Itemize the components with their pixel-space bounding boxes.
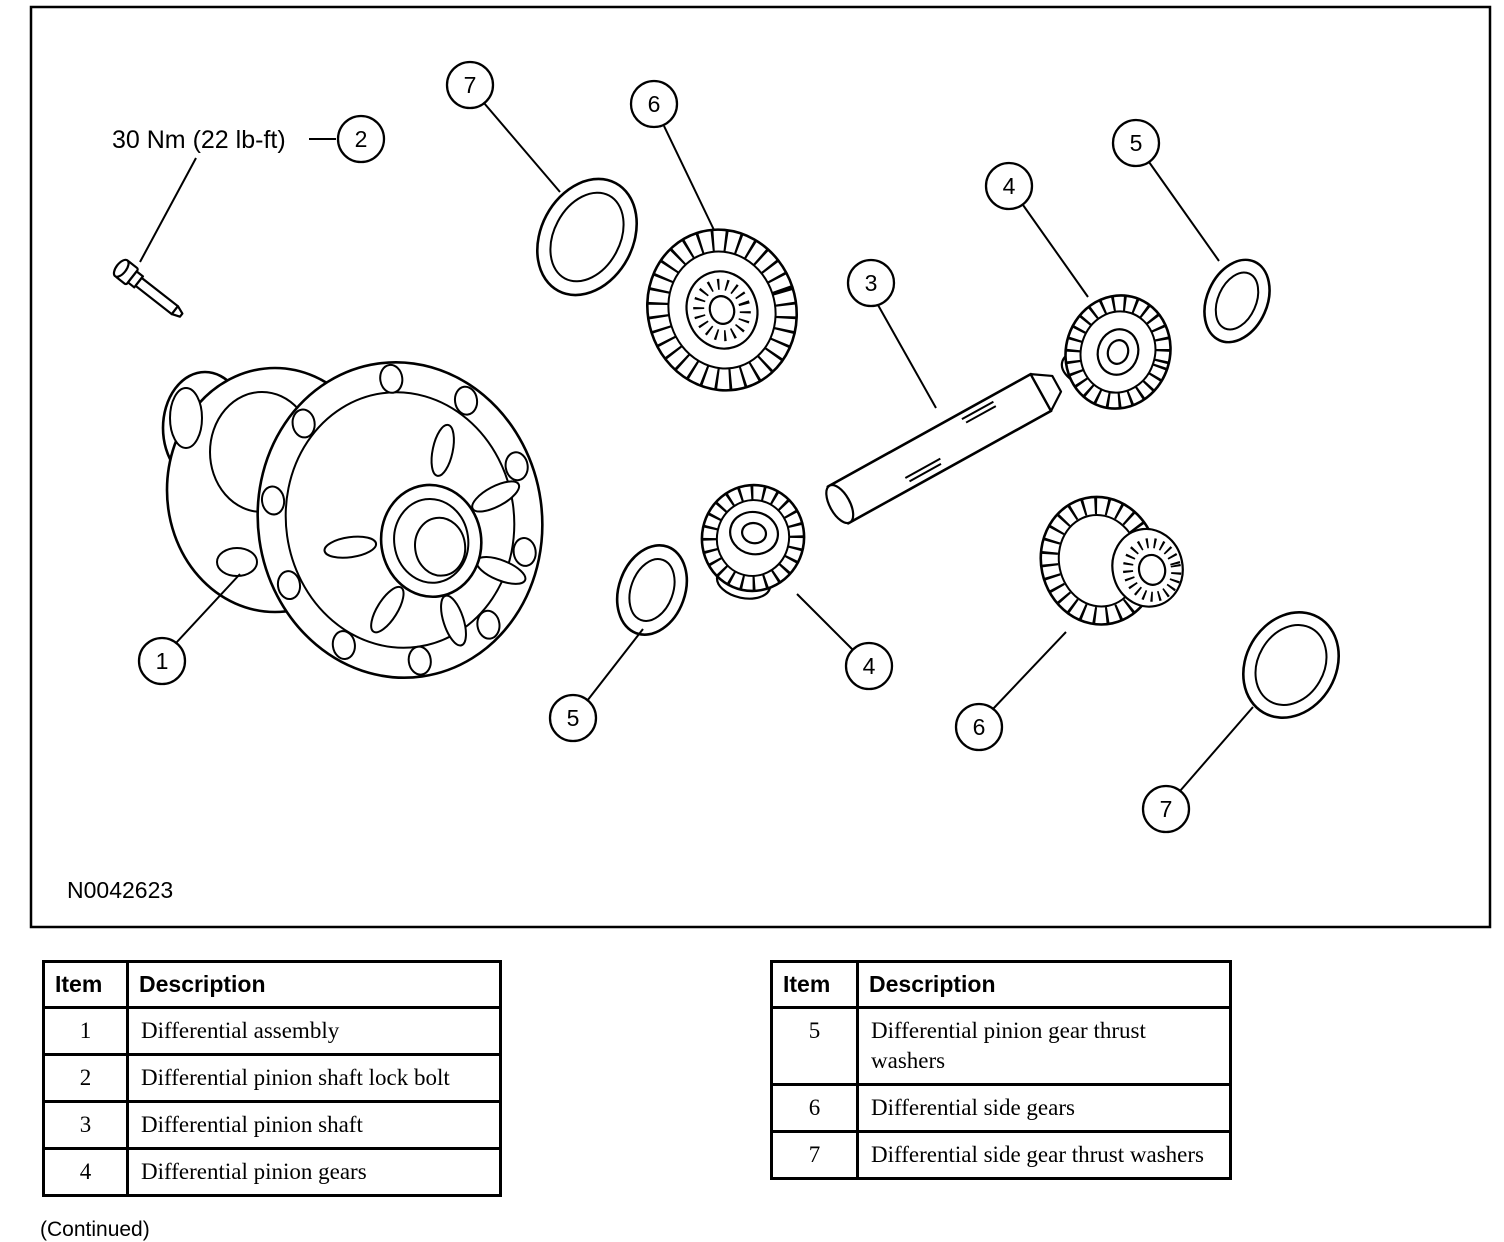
item-description: Differential side gear thrust washers <box>858 1132 1231 1179</box>
svg-text:3: 3 <box>864 270 878 296</box>
torque-label: 30 Nm (22 lb-ft) <box>112 126 286 154</box>
item-number: 6 <box>772 1085 858 1132</box>
table-header-row <box>44 962 501 1008</box>
svg-text:5: 5 <box>566 705 580 731</box>
item-description: Differential pinion shaft lock bolt <box>128 1055 501 1102</box>
parts-table-left <box>42 960 502 1197</box>
callout-2 <box>338 116 384 162</box>
item-column-header: Item <box>772 962 858 1008</box>
svg-text:6: 6 <box>647 91 661 117</box>
table-row <box>44 1055 501 1102</box>
svg-text:4: 4 <box>862 653 876 679</box>
item-number: 3 <box>44 1102 128 1149</box>
item-number: 2 <box>44 1055 128 1102</box>
item-description: Differential pinion shaft <box>128 1102 501 1149</box>
callout-number: 2 <box>354 126 368 152</box>
svg-text:6: 6 <box>972 714 986 740</box>
table-header-row <box>772 962 1231 1008</box>
svg-text:7: 7 <box>1159 796 1173 822</box>
figure-id-label: N0042623 <box>67 877 174 903</box>
table-row <box>44 1149 501 1196</box>
table-row <box>44 1008 501 1055</box>
svg-text:5: 5 <box>1129 130 1143 156</box>
item-number: 1 <box>44 1008 128 1055</box>
item-number: 4 <box>44 1149 128 1196</box>
table-row <box>772 1085 1231 1132</box>
item-description: Differential side gears <box>858 1085 1231 1132</box>
item-description: Differential assembly <box>128 1008 501 1055</box>
table-row <box>44 1102 501 1149</box>
parts-table-right <box>770 960 1232 1180</box>
table-row <box>772 1132 1231 1179</box>
continued-note: (Continued) <box>40 1218 150 1241</box>
item-description: Differential pinion gears <box>128 1149 501 1196</box>
item-number: 7 <box>772 1132 858 1179</box>
description-column-header: Description <box>128 962 501 1008</box>
svg-text:4: 4 <box>1002 173 1016 199</box>
item-description: Differential pinion gear thrust washers <box>858 1008 1231 1085</box>
item-number: 5 <box>772 1008 858 1085</box>
svg-text:1: 1 <box>155 648 169 674</box>
table-row <box>772 1008 1231 1085</box>
svg-text:7: 7 <box>463 72 477 98</box>
item-column-header: Item <box>44 962 128 1008</box>
description-column-header: Description <box>858 962 1231 1008</box>
